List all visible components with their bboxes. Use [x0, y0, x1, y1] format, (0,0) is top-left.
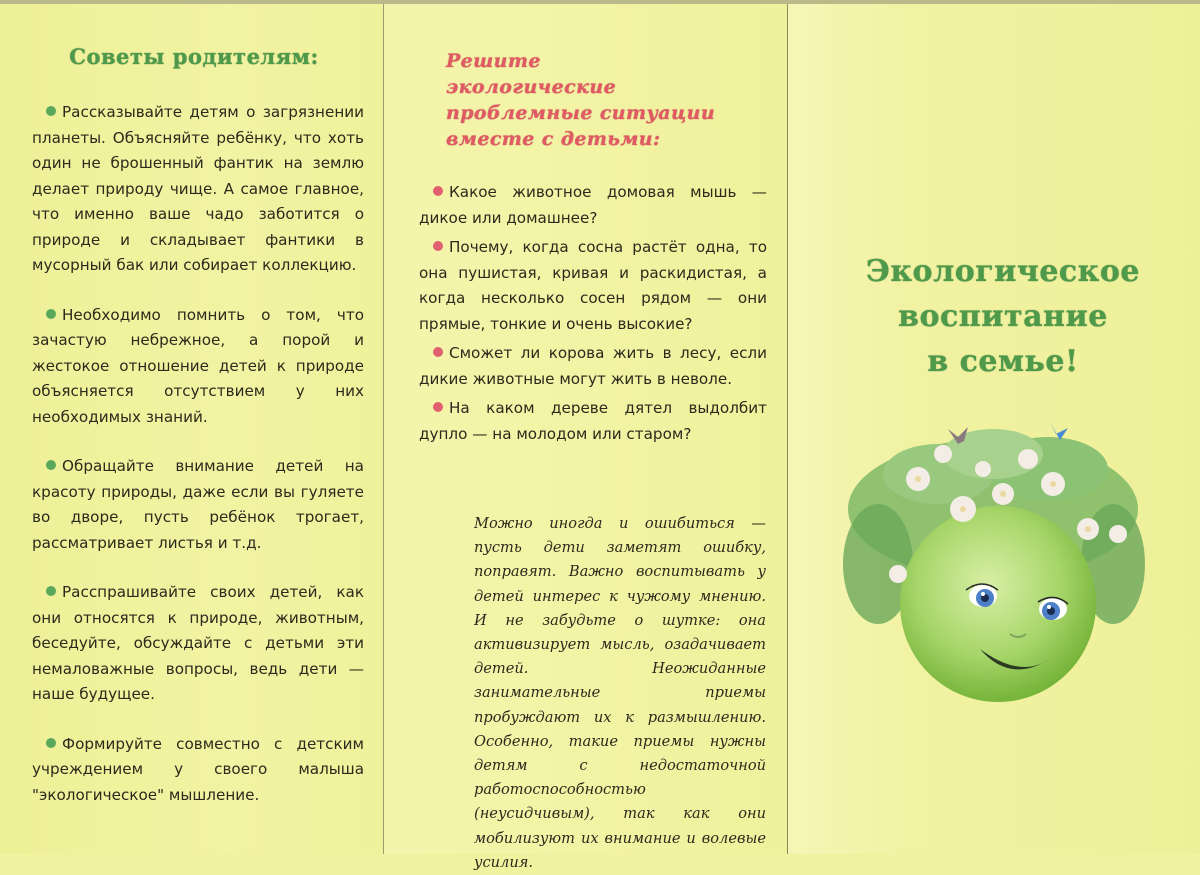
bullet-dot-icon: [433, 186, 443, 196]
right-panel: [787, 4, 1200, 854]
question-text: Какое животное домовая мышь — дикое или домашнее?: [419, 183, 767, 227]
tip-item: [32, 454, 364, 556]
tip-text: Необходимо помнить о том, что зачастую небрежное, а порой и жестокое отношение детей к природе объясняется отсутствием у них необходимых знаний.: [32, 305, 364, 426]
title-line: воспитание: [898, 299, 1108, 334]
title-line: экологические: [446, 76, 617, 98]
bullet-dot-icon: [433, 402, 443, 412]
tip-item: [32, 580, 364, 708]
question-text: Сможет ли корова жить в лесу, если дикие животные могут жить в неволе.: [419, 344, 767, 388]
question-text: На каком дереве дятел выдолбит дупло — на молодом или старом?: [419, 399, 767, 443]
bullet-dot-icon: [46, 309, 56, 319]
bullet-dot-icon: [46, 106, 56, 116]
bullet-dot-icon: [46, 738, 56, 748]
parents-tips-title: Советы родителям:: [69, 44, 319, 69]
title-line: проблемные ситуации: [446, 102, 716, 124]
tip-text: Обращайте внимание детей на красоту природы, даже если вы гуляете во дворе, пусть ребёнок трогает, рассматривает листья и т.д.: [32, 457, 364, 552]
middle-panel: [383, 4, 787, 871]
tip-text: Расспрашивайте своих детей, как они относятся к природе, животным, беседуйте, обсуждайте с детьми эти немаловажные вопросы, ведь дети — наше будущее.: [32, 583, 364, 703]
problems-title: [446, 48, 766, 152]
green-earth-face-illustration: [838, 414, 1148, 714]
question-item: [419, 341, 767, 392]
title-line: Решите: [446, 50, 541, 72]
bullet-dot-icon: [46, 460, 56, 470]
title-line: вместе с детьми:: [446, 128, 661, 150]
advice-note: Можно иногда и ошибиться — пусть дети заметят ошибку, поправят. Важно воспитывать у детей интерес к чужому мнению. И не забудьте о шутке: она активизирует мысль, озадачивает детей. Неожиданные занимательные приемы пробуждают их к размышлению. Особенно, такие приемы нужны детям с недостаточной работоспособностью (неусидчивым), так как они мобилизуют их внимание и волевые усилия.: [474, 515, 766, 871]
bullet-dot-icon: [46, 586, 56, 596]
question-item: [419, 235, 767, 337]
tip-text: Формируйте совместно с детским учреждением у своего малыша "экологическое" мышление.: [32, 734, 364, 804]
brochure-title: [818, 249, 1188, 384]
title-line: в семье!: [927, 344, 1079, 379]
bullet-dot-icon: [433, 347, 443, 357]
bullet-dot-icon: [433, 241, 443, 251]
tip-item: [32, 732, 364, 809]
question-item: [419, 180, 767, 231]
tip-item: [32, 100, 364, 279]
title-line: Экологическое: [866, 254, 1140, 289]
left-panel: [0, 4, 383, 854]
tips-list: [32, 100, 364, 832]
question-text: Почему, когда сосна растёт одна, то она пушистая, кривая и раскидистая, а когда несколько сосен рядом — они прямые, тонкие и очень высокие?: [419, 238, 767, 333]
tip-text: Рассказывайте детям о загрязнении планеты. Объясняйте ребёнку, что хоть один не брошенный фантик на землю делает природу чище. А самое главное, что именно ваше чадо заботится о природе и складывает фантики в мусорный бак или собирает коллекцию.: [32, 103, 364, 274]
tip-item: [32, 303, 364, 431]
questions-list: [419, 180, 767, 451]
question-item: [419, 396, 767, 447]
